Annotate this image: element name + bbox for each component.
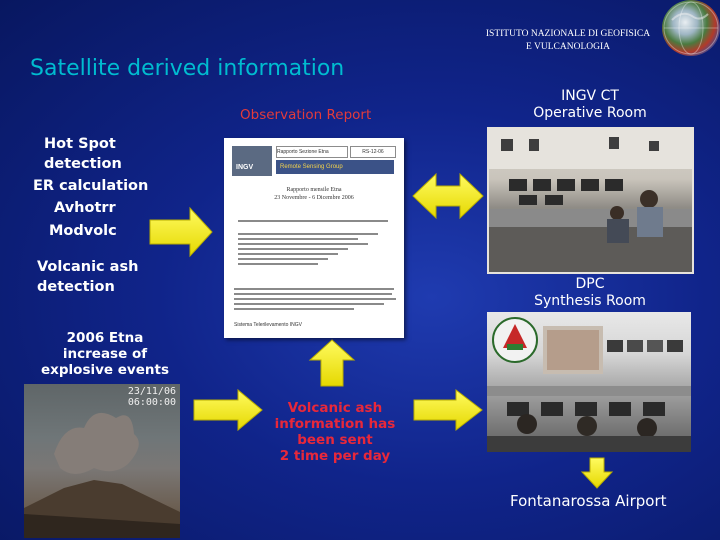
arrow-etna-to-message: [194, 390, 262, 430]
message-line-4: 2 time per day: [279, 448, 391, 464]
etna-line-1: 2006 Etna: [66, 330, 144, 346]
arrow-right-to-report: [150, 208, 212, 256]
etna-line-3: explosive events: [41, 362, 169, 378]
volcanic-ash-line-2: detection: [37, 279, 115, 295]
modvolc-label: Modvolc: [49, 223, 117, 239]
etna-line-2: increase of: [62, 346, 148, 362]
etna-timestamp-date: 23/11/06: [127, 386, 176, 397]
arrow-up-ash-to-report: [310, 340, 354, 386]
avhotrr-label: Avhotrr: [54, 200, 116, 216]
message-line-3: been sent: [297, 432, 373, 448]
arrow-double-ct-report: [413, 174, 483, 218]
hot-spot-line-2: detection: [44, 156, 122, 172]
document-title-line-1: Rapporto mensile Etna: [286, 187, 342, 193]
document-logo-text: INGV: [236, 164, 254, 171]
document-footer: Sistema Telerilevamento INGV: [234, 322, 302, 328]
message-line-1: Volcanic ash: [287, 400, 383, 416]
document-title-line-2: 23 Novembre - 6 Dicembre 2006: [274, 195, 354, 201]
etna-timestamp-time: 06:00:00: [127, 397, 176, 408]
er-calculation-label: ER calculation: [33, 178, 149, 194]
dpc-line-1: DPC: [575, 276, 605, 292]
institute-line-2: E VULCANOLOGIA: [526, 42, 610, 52]
slide-title: Satellite derived information: [30, 56, 345, 81]
volcanic-ash-line-1: Volcanic ash: [37, 259, 139, 275]
dpc-line-2: Synthesis Room: [534, 293, 646, 309]
message-line-2: information has: [274, 416, 396, 432]
ingv-ct-line-1: INGV CT: [561, 88, 619, 104]
institute-line-1: ISTITUTO NAZIONALE DI GEOFISICA: [485, 29, 651, 39]
document-banner: Remote Sensing Group: [276, 160, 394, 174]
hot-spot-line-1: Hot Spot: [44, 136, 116, 152]
document-header-field: Rapporto Sezione Etna: [276, 146, 348, 158]
document-header-code: RS-12-06: [350, 146, 396, 158]
arrow-message-to-dpc: [414, 390, 482, 430]
fontanarossa-airport-label: Fontanarossa Airport: [510, 492, 667, 510]
arrow-down-to-airport: [582, 458, 612, 488]
ingv-ct-line-2: Operative Room: [533, 105, 647, 121]
observation-report-heading: Observation Report: [240, 107, 372, 123]
